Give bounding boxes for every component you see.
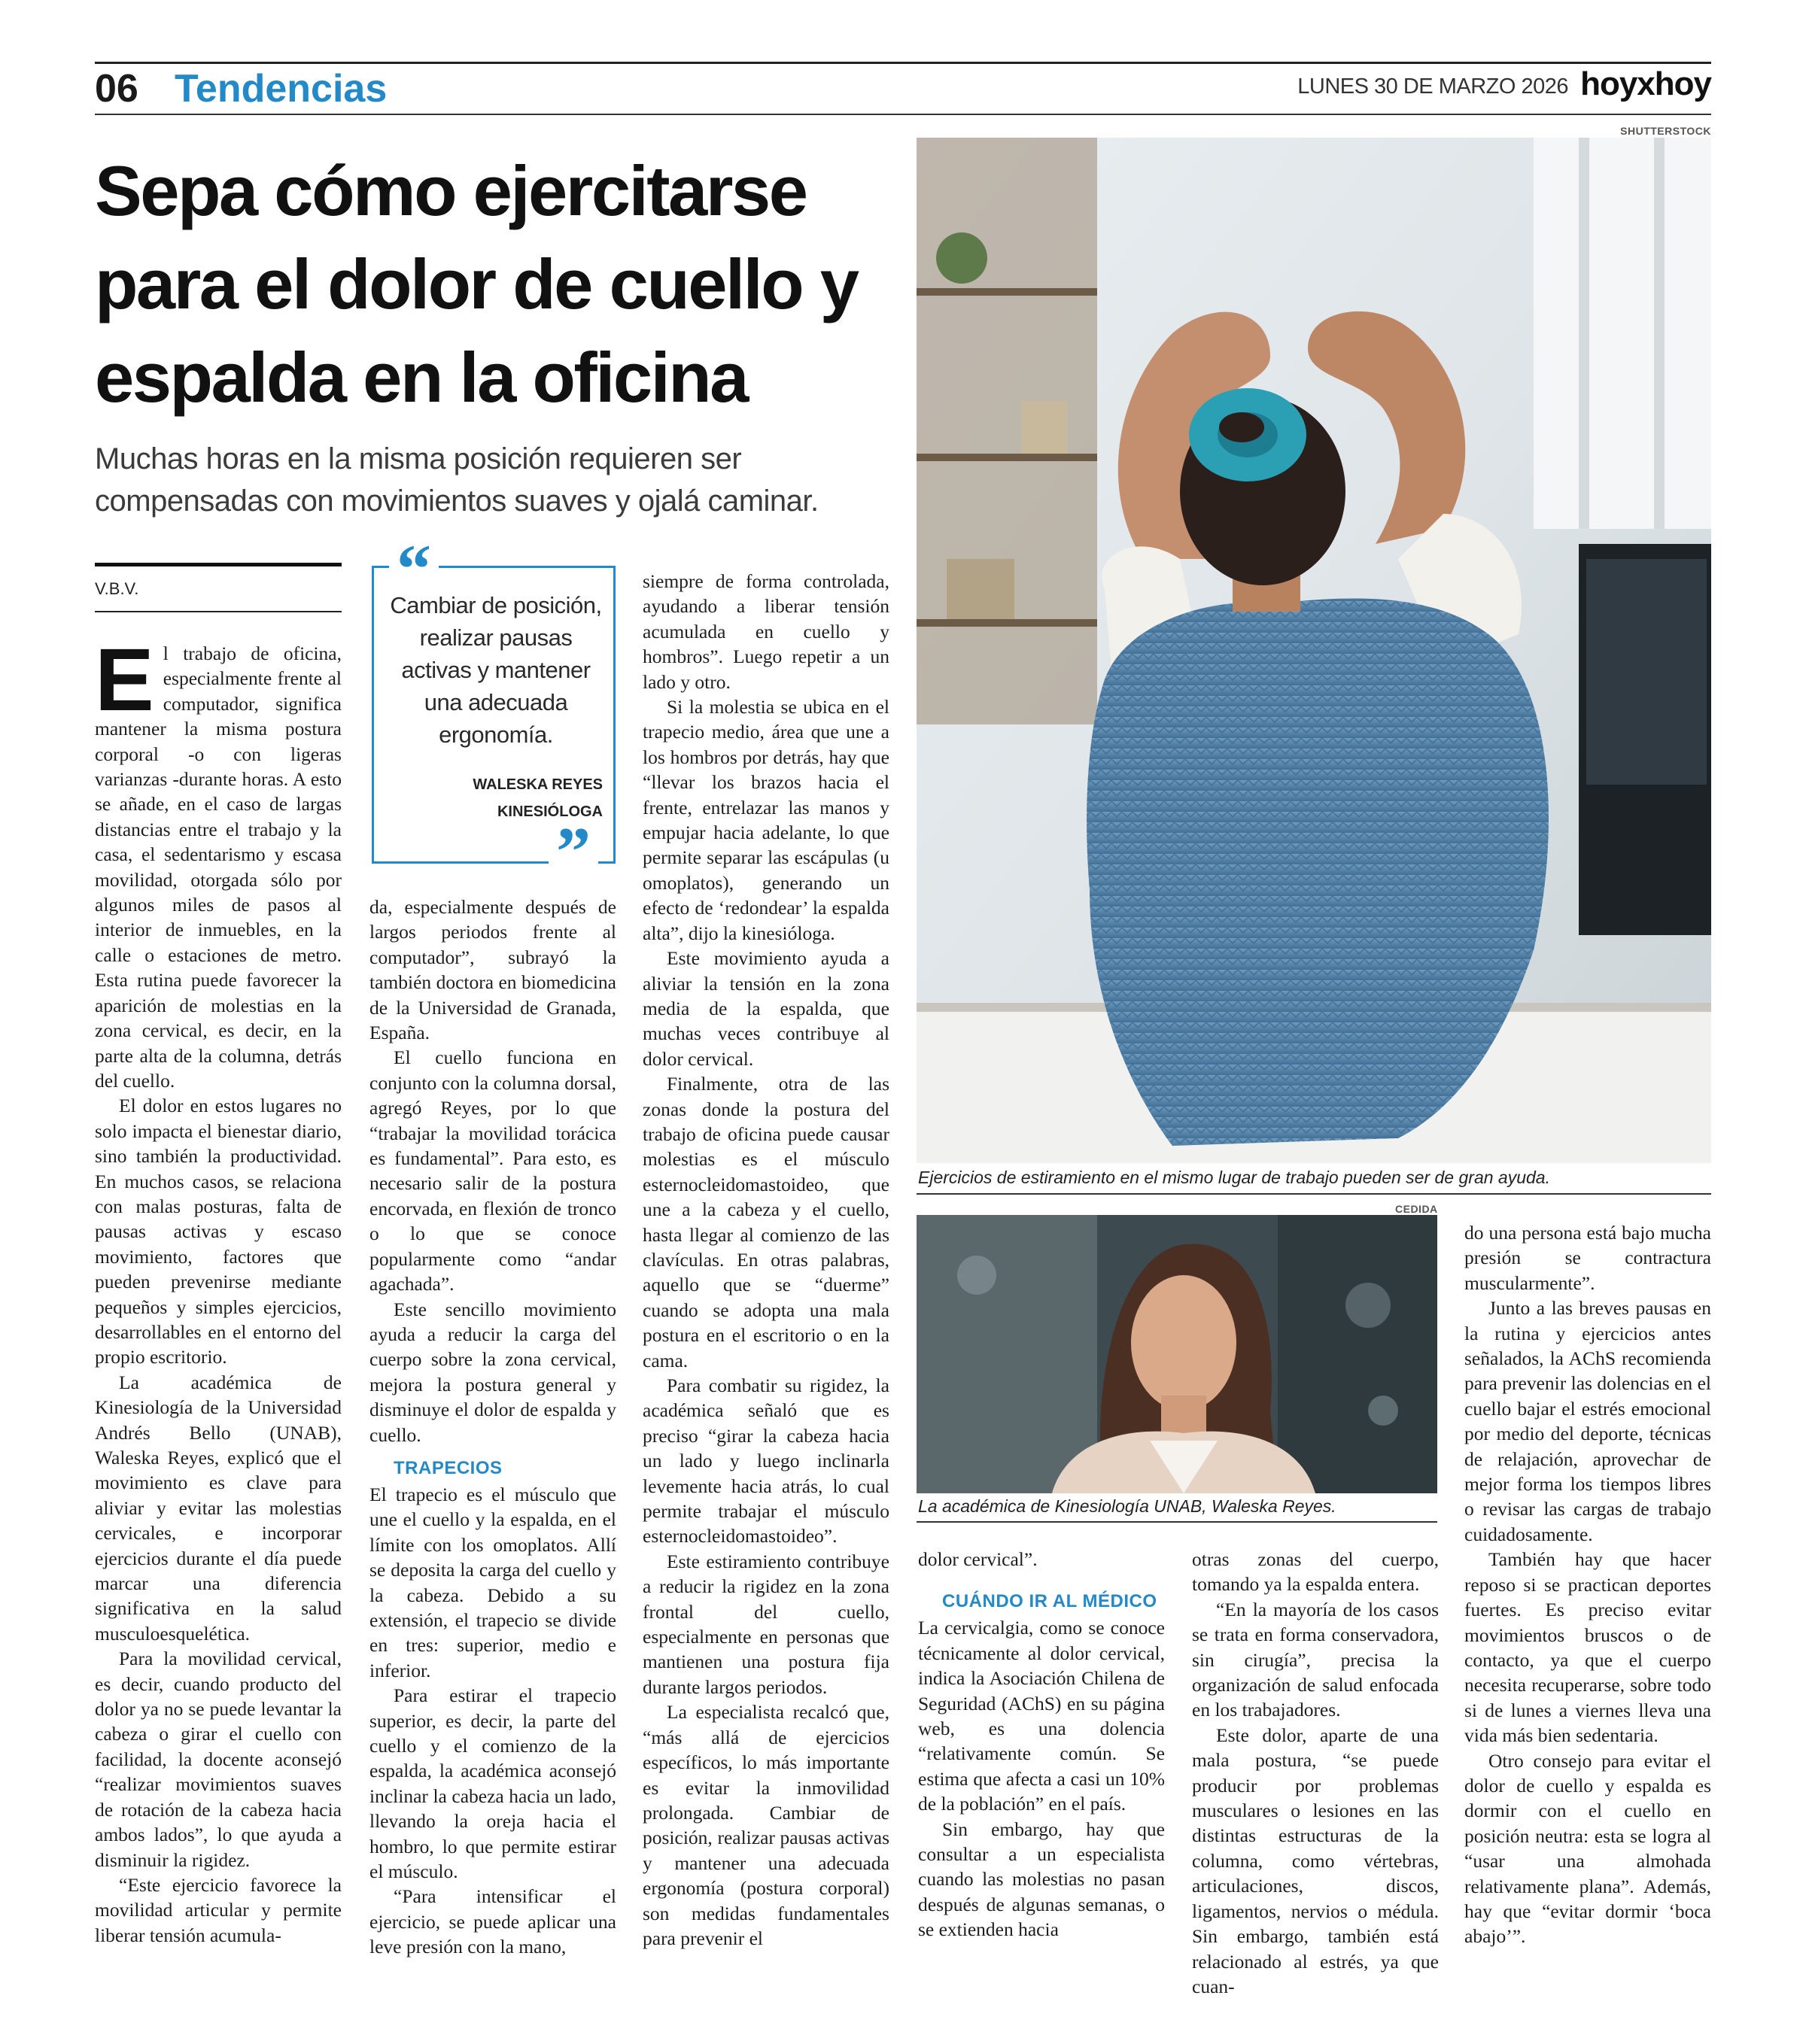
photo-credit: CEDIDA bbox=[1395, 1203, 1438, 1215]
paragraph: La especialista recalcó que, “más allá de ejercicios específicos, lo más importante es evitar la inmovilidad prolongada. Cambiar de posición, realizar pausas activas y mantener una adecuada ergonomía (postura corporal) son medidas fundamentales para prevenir el bbox=[643, 1701, 889, 1949]
paragraph: Si la molestia se ubica en el trapecio medio, área que une a los hombros por detrás, hay que “llevar los brazos hacia el frente, entrelazar las manos y empujar hacia adelante, lo que permite separar las escápulas (u omoplatos), generando un efecto de ‘redondear’ la espalda alta”, dijo la kinesióloga. bbox=[643, 696, 889, 944]
paragraph: “Este ejercicio favorece la movilidad articular y permite liberar tensión acumula- bbox=[95, 1873, 342, 1946]
section-subtitle: CUÁNDO IR AL MÉDICO bbox=[942, 1591, 1157, 1612]
newspaper-logo: hoyxhoy bbox=[1580, 65, 1711, 102]
article-column-6 bbox=[1464, 1220, 1711, 1949]
caption-rule bbox=[917, 1521, 1437, 1523]
paragraph: El trabajo de oficina, especialmente frente al computador, significa mantener la misma postura corporal -o con ligeras varianzas -durante horas. A esto se añade, en el caso de largas distancias entre el trabajo y la casa, el sedentarismo y escasa movilidad, otorgada sólo por algunos miles de pasos al interior de inmuebles, en la calle o estaciones de metro. Esta rutina puede favorecer la aparición de molestias en la zona cervical, es decir, en la parte alta de la columna, detrás del cuello. bbox=[95, 630, 342, 1092]
paragraph: El trapecio es el músculo que une el cuello y la espalda, en el límite con los omoplatos. Allí se deposita la carga del cuello y la cabeza. Debido a su extensión, el trapecio se divide en tres: superior, medio e inferior. bbox=[369, 1483, 616, 1681]
paragraph: Junto a las breves pausas en la rutina y ejercicios antes señalados, la AChS recomienda para prevenir las dolencias en el cuello bajar el estrés emocional por medio del deporte, técnicas de relajación, aprovechar de mejor forma los tiempos libres o revisar las cargas de trabajo cuidadosamente. bbox=[1464, 1297, 1711, 1545]
open-quote-icon: “ bbox=[389, 542, 439, 595]
subhead-line: Muchas horas en la misma posición requieren ser bbox=[95, 442, 742, 475]
portrait-photo bbox=[917, 1215, 1437, 1493]
article-column-4 bbox=[918, 1547, 1165, 1942]
issue-date: LUNES 30 DE MARZO 2026 bbox=[1297, 74, 1568, 99]
paragraph: Para combatir su rigidez, la académica señaló que es preciso “girar la cabeza hacia un lado y luego inclinarla levemente hacia atrás, lo cual permite trabajar el músculo esternocleidomastoideo”. bbox=[643, 1374, 889, 1547]
paragraph: Para la movilidad cervical, es decir, cuando producto del dolor ya no se puede levantar la cabeza o girar el cuello con facilidad, la docente aconsejó “realizar movimientos suaves de rotación de la cabeza hacia ambos lados”, lo que ayuda a disminuir la rigidez. bbox=[95, 1648, 342, 1871]
paragraph: Este movimiento ayuda a aliviar la tensión en la zona media de la espalda, que muchas veces contribuye al dolor cervical. bbox=[643, 947, 889, 1070]
quote-author-name: WALESKA REYES bbox=[473, 776, 603, 793]
article-column-2 bbox=[369, 894, 616, 1960]
paragraph: El dolor en estos lugares no solo impacta el bienestar diario, sino también la productividad. En muchos casos, se relaciona con malas posturas, falta de pausas activas y escaso movimiento, factores que pueden prevenirse mediante pequeños y simples ejercicios, desarrollables en el entorno del propio escritorio. bbox=[95, 1095, 342, 1368]
paragraph: Para estirar el trapecio superior, es decir, la parte del cuello y el comienzo de la espalda, la académica aconsejó inclinar la cabeza hacia un lado, llevando la oreja hacia el hombro, lo que permite estirar el músculo. bbox=[369, 1684, 616, 1883]
drop-cap: E bbox=[95, 630, 154, 730]
photo-credit: SHUTTERSTOCK bbox=[1620, 125, 1711, 137]
headline bbox=[95, 144, 892, 424]
paragraph: La cervicalgia, como se conoce técnicamente al dolor cervical, indica la Asociación Chilena de Seguridad (AChS) en su página web, es una dolencia “relativamente común. Se estima que afecta a casi un 10% de la población” en el país. bbox=[918, 1617, 1165, 1815]
main-photo-caption: Ejercicios de estiramiento en el mismo lugar de trabajo pueden ser de gran ayuda. bbox=[918, 1168, 1550, 1187]
portrait-caption: La académica de Kinesiología UNAB, Waleska Reyes. bbox=[918, 1496, 1336, 1516]
byline-rule bbox=[95, 611, 342, 612]
section-name: Tendencias bbox=[175, 67, 388, 111]
headline-line: Sepa cómo ejercitarse bbox=[95, 151, 807, 230]
paragraph: Sin embargo, hay que consultar a un especialista cuando las molestias no pasan después de algunas semanas, o se extienden hacia bbox=[918, 1818, 1165, 1941]
paragraph: Este sencillo movimiento ayuda a reducir la carga del cuerpo sobre la zona cervical, mejora la postura general y disminuye el dolor de espalda y cuello. bbox=[369, 1298, 616, 1446]
headline-line: para el dolor de cuello y bbox=[95, 244, 858, 323]
paragraph: Finalmente, otra de las zonas donde la postura del trabajo de oficina puede causar molestias es el músculo esternocleidomastoideo, que une a la cabeza y el cuello, hasta llegar al comienzo de las clavículas. En otras palabras, aquello que se “duerme” cuando se adopta una mala postura en el escritorio o en la cama. bbox=[643, 1073, 889, 1371]
headline-line: espalda en la oficina bbox=[95, 338, 747, 417]
close-quote-icon: ” bbox=[549, 825, 598, 878]
paragraph: otras zonas del cuerpo, tomando ya la espalda entera. bbox=[1192, 1548, 1439, 1596]
paragraph: Este estiramiento contribuye a reducir la rigidez en la zona frontal del cuello, especialmente en personas que mantienen una postura fija durante largos periodos. bbox=[643, 1550, 889, 1698]
paragraph: da, especialmente después de largos periodos frente al computador”, subrayó la también doctora en biomedicina de la Universidad de Granada, España. bbox=[369, 896, 616, 1044]
caption-rule bbox=[917, 1193, 1711, 1195]
section-subtitle: TRAPECIOS bbox=[394, 1457, 503, 1478]
paragraph: dolor cervical”. bbox=[918, 1548, 1038, 1570]
stretching-woman-illustration bbox=[917, 138, 1711, 1163]
page-number: 06 bbox=[95, 67, 138, 111]
article-column-1 bbox=[95, 630, 342, 1948]
paragraph: “En la mayoría de los casos se trata en forma conservadora, sin cirugía”, precisa la organización de salud enfocada en los trabajadores. bbox=[1192, 1598, 1439, 1721]
subheadline bbox=[95, 438, 892, 522]
portrait-illustration bbox=[917, 1215, 1437, 1493]
page-header bbox=[95, 64, 1711, 114]
byline-rule bbox=[95, 563, 342, 566]
main-photo bbox=[917, 138, 1711, 1163]
subhead-line: compensadas con movimientos suaves y ojalá caminar. bbox=[95, 484, 819, 518]
quote-text: Cambiar de posición, realizar pausas activas y mantener una adecuada ergonomía. bbox=[390, 592, 602, 748]
paragraph: La académica de Kinesiología de la Universidad Andrés Bello (UNAB), Waleska Reyes, explicó que el movimiento es clave para aliviar y evitar las molestias cervicales, e incorporar ejercicios durante el día puede marcar una diferencia significativa en la salud musculoesquelética. bbox=[95, 1371, 342, 1645]
byline: V.B.V. bbox=[95, 579, 139, 598]
paragraph: Otro consejo para evitar el dolor de cuello y espalda es dormir con el cuello en posición neutra: esta se logra al “usar una almohada relativamente plana”. Además, hay que “evitar dormir ‘boca abajo’”. bbox=[1464, 1749, 1711, 1948]
paragraph: El cuello funciona en conjunto con la columna dorsal, agregó Reyes, por lo que “trabajar la movilidad torácica es fundamental”. Para esto, es necesario salir de la postura encorvada, en flexión de tronco o lo que se conoce popularmente como “andar agachada”. bbox=[369, 1046, 616, 1295]
quote-author-role: KINESIÓLOGA bbox=[497, 803, 603, 820]
paragraph: siempre de forma controlada, ayudando a liberar tensión acumulada en cuello y hombros”. Luego repetir a un lado y otro. bbox=[643, 570, 889, 693]
paragraph: do una persona está bajo mucha presión se contractura muscularmente”. bbox=[1464, 1222, 1711, 1294]
paragraph: “Para intensificar el ejercicio, se puede aplicar una leve presión con la mano, bbox=[369, 1885, 616, 1958]
article-column-5 bbox=[1192, 1547, 1439, 1999]
article-column-3 bbox=[643, 569, 889, 1951]
paragraph: También hay que hacer reposo si se practican deportes fuertes. Es preciso evitar movimientos bruscos o de contacto, ya que el cuerpo necesita recuperarse, sobre todo si de lunes a viernes lleva una vida más bien sedentaria. bbox=[1464, 1548, 1711, 1747]
pull-quote bbox=[372, 530, 616, 890]
paragraph: Este dolor, aparte de una mala postura, “se puede producir por problemas musculares o lesiones en las distintas estructuras de la columna, como vértebras, articulaciones, discos, ligamentos, nervios o médula. Sin embargo, también está relacionado al estrés, ya que cuan- bbox=[1192, 1724, 1439, 1997]
header-bottom-rule bbox=[95, 114, 1711, 115]
